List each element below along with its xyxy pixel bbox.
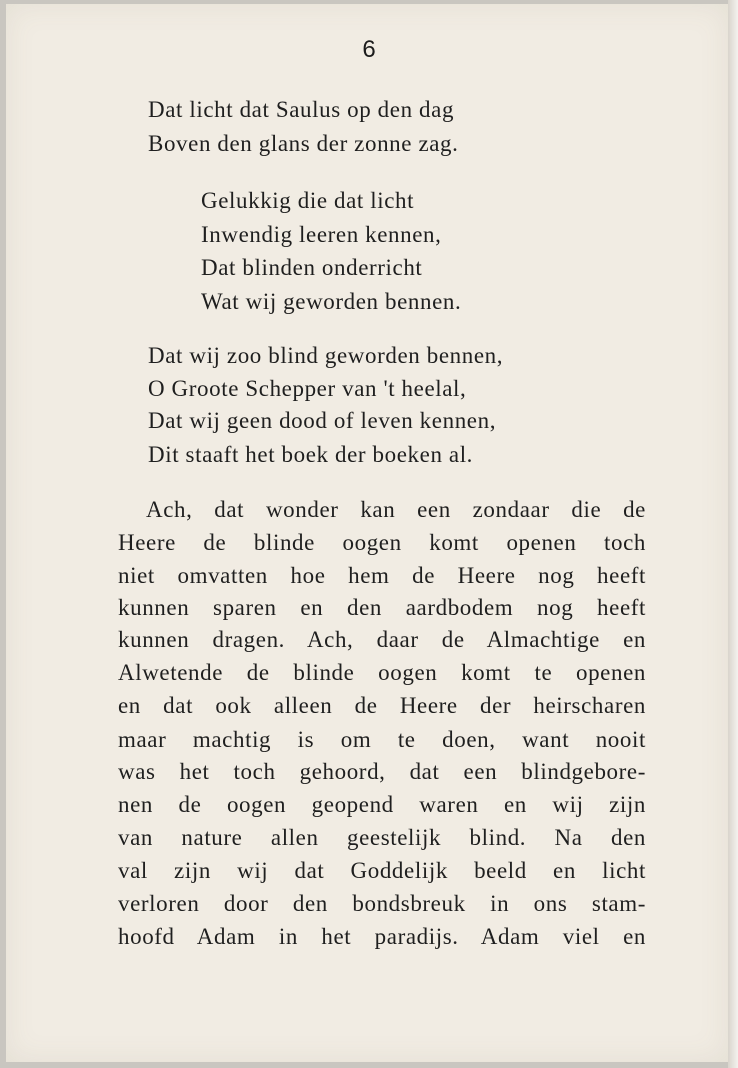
verse-line: Dat wij geen dood of leven kennen, [148,408,497,433]
verse-line: Dat wij zoo blind geworden bennen, [148,343,504,368]
verse-line: Inwendig leeren kennen, [201,222,442,247]
paragraph-line: van nature allen geestelijk blind. Na den [118,825,646,850]
paragraph-line: maar machtig is om te doen, want nooit [118,727,646,752]
paragraph-line: was het toch gehoord, dat een blindgebore- [118,759,646,784]
paragraph-line: kunnen sparen en den aardbodem nog heeft [118,595,646,620]
paragraph-line: nen de oogen geopend waren en wij zijn [118,792,646,817]
verse-line: O Groote Schepper van 't heelal, [148,376,467,401]
page-edge [728,0,738,1068]
paragraph-line: Alwetende de blinde oogen komt te openen [118,660,646,685]
paragraph-line: hoofd Adam in het paradijs. Adam viel en [118,924,646,949]
verse-line: Dat licht dat Saulus op den dag [148,97,455,122]
paragraph-line: niet omvatten hoe hem de Heere nog heeft [118,563,646,588]
verse-line: Gelukkig die dat licht [201,188,415,213]
paragraph-line: val zijn wij dat Goddelijk beeld en licht [118,858,646,883]
verse-line: Dit staaft het boek der boeken al. [148,442,474,467]
paragraph-line: Ach, dat wonder kan een zondaar die de [146,497,646,522]
verse-line: Wat wij geworden bennen. [201,289,462,314]
paragraph-line: kunnen dragen. Ach, daar de Almachtige en [118,627,646,652]
verse-line: Boven den glans der zonne zag. [148,131,459,156]
verse-line: Dat blinden onderricht [201,255,423,280]
page-number: 6 [362,36,376,63]
paragraph-line: en dat ook alleen de Heere der heirscharen [118,693,646,718]
paragraph-line: verloren door den bondsbreuk in ons stam- [118,891,646,916]
paragraph-line: Heere de blinde oogen komt openen toch [118,530,646,555]
